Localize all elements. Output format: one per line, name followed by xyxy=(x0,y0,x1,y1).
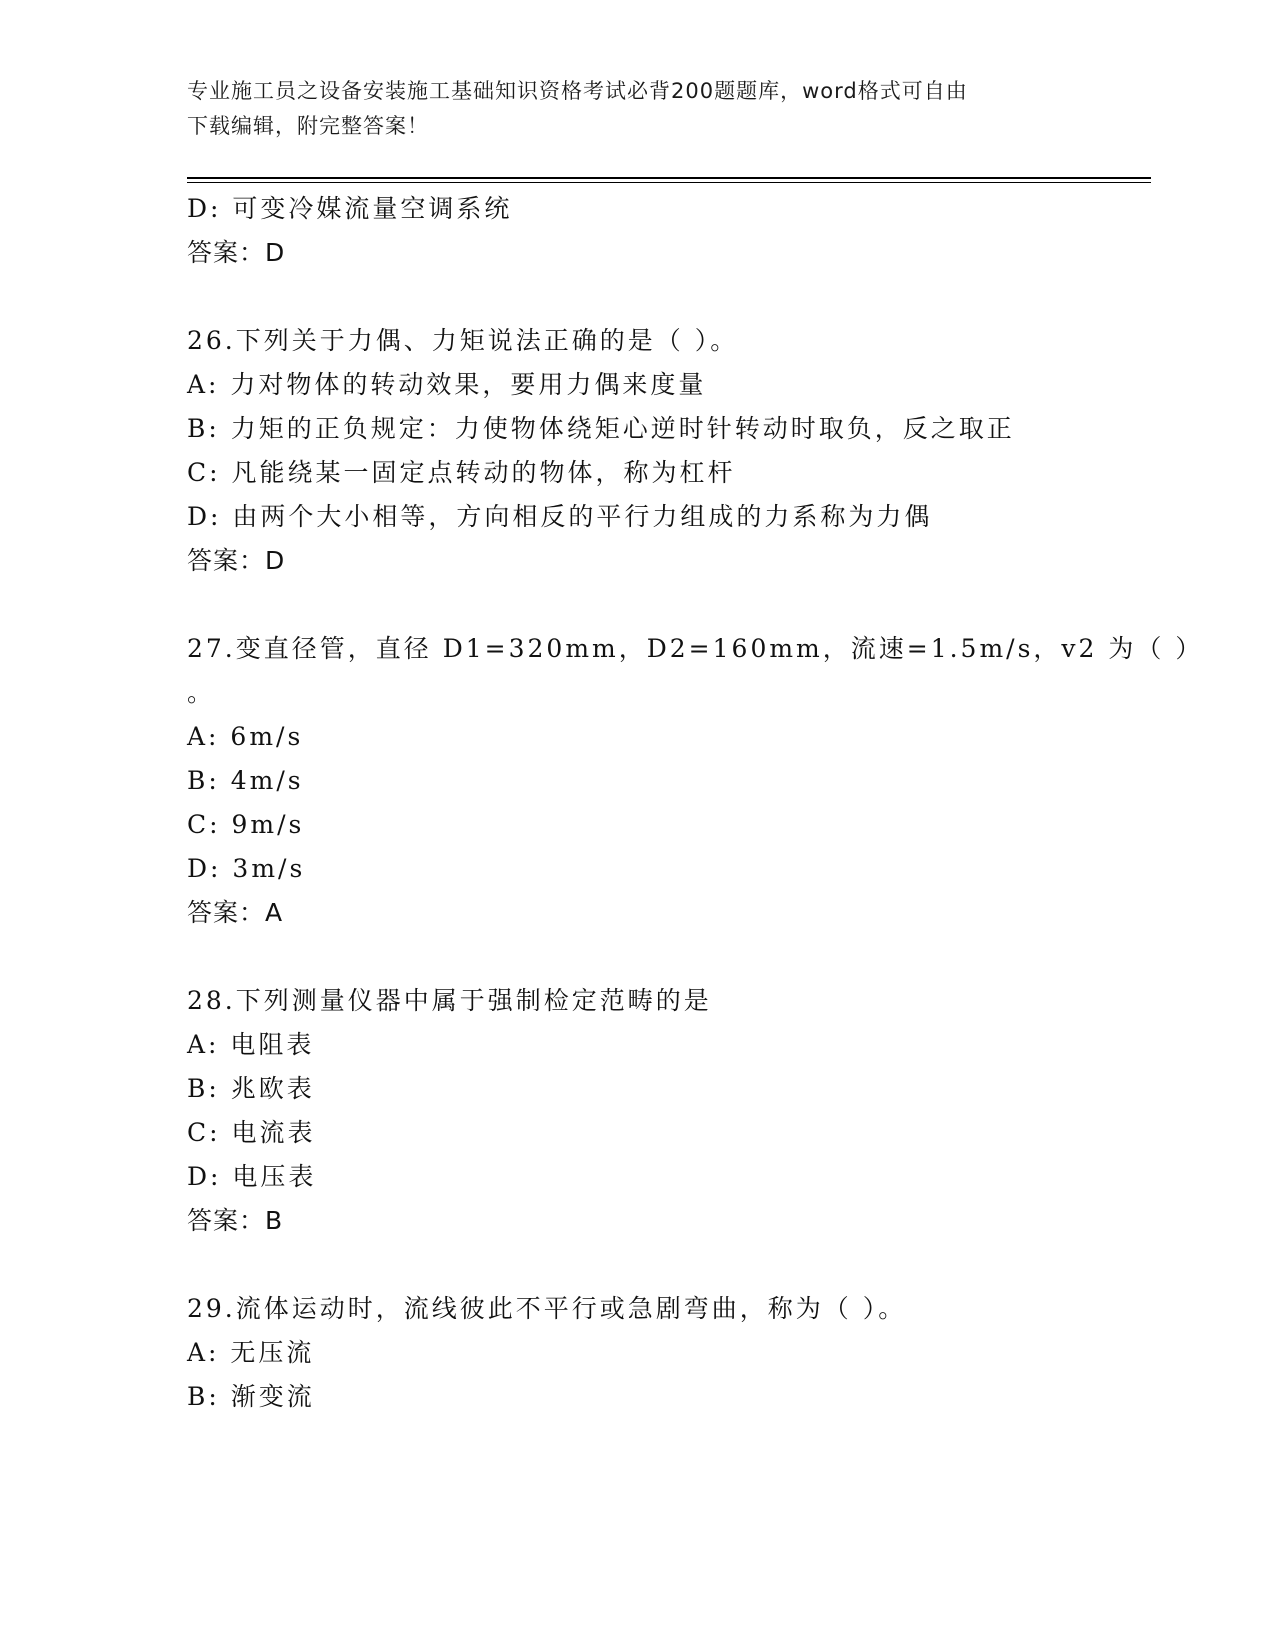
prev-answer: 答案：D xyxy=(187,238,286,267)
q26-question: 26.下列关于力偶、力矩说法正确的是（ ）。 xyxy=(187,326,739,355)
q29-question: 29.流体运动时，流线彼此不平行或急剧弯曲，称为（ ）。 xyxy=(187,1294,907,1323)
header-divider-thick xyxy=(187,177,1151,179)
q29-option-a: A: 无压流 xyxy=(187,1338,315,1367)
q27-option-b: B: 4m/s xyxy=(187,766,304,795)
q27-question-continuation: 。 xyxy=(187,678,216,707)
q28-question: 28.下列测量仪器中属于强制检定范畴的是 xyxy=(187,986,712,1015)
q27-option-c: C: 9m/s xyxy=(187,810,305,839)
prev-option-d: D: 可变冷媒流量空调系统 xyxy=(187,194,513,223)
q27-question: 27.变直径管，直径 D1=320mm，D2=160mm，流速=1.5m/s，v2 为（ ） xyxy=(187,634,1204,663)
header-line-1: 专业施工员之设备安装施工基础知识资格考试必背200题题库，word格式可自由 xyxy=(187,79,968,103)
document-header xyxy=(187,74,1087,144)
q28-option-d: D: 电压表 xyxy=(187,1162,317,1191)
q27-option-d: D: 3m/s xyxy=(187,854,306,883)
q27-answer: 答案：A xyxy=(187,898,284,927)
q26-option-a: A: 力对物体的转动效果，要用力偶来度量 xyxy=(187,370,707,399)
q29-option-b: B: 渐变流 xyxy=(187,1382,315,1411)
q28-option-a: A: 电阻表 xyxy=(187,1030,315,1059)
q26-option-d: D: 由两个大小相等，方向相反的平行力组成的力系称为力偶 xyxy=(187,502,933,531)
q28-option-c: C: 电流表 xyxy=(187,1118,316,1147)
q26-answer: 答案：D xyxy=(187,546,286,575)
q28-answer: 答案：B xyxy=(187,1206,284,1235)
q28-option-b: B: 兆欧表 xyxy=(187,1074,315,1103)
q26-option-b: B: 力矩的正负规定：力使物体绕矩心逆时针转动时取负，反之取正 xyxy=(187,414,1015,443)
header-line-2: 下载编辑，附完整答案！ xyxy=(187,114,429,138)
q27-option-a: A: 6m/s xyxy=(187,722,304,751)
q26-option-c: C: 凡能绕某一固定点转动的物体，称为杠杆 xyxy=(187,458,736,487)
header-divider-thin xyxy=(187,182,1151,183)
